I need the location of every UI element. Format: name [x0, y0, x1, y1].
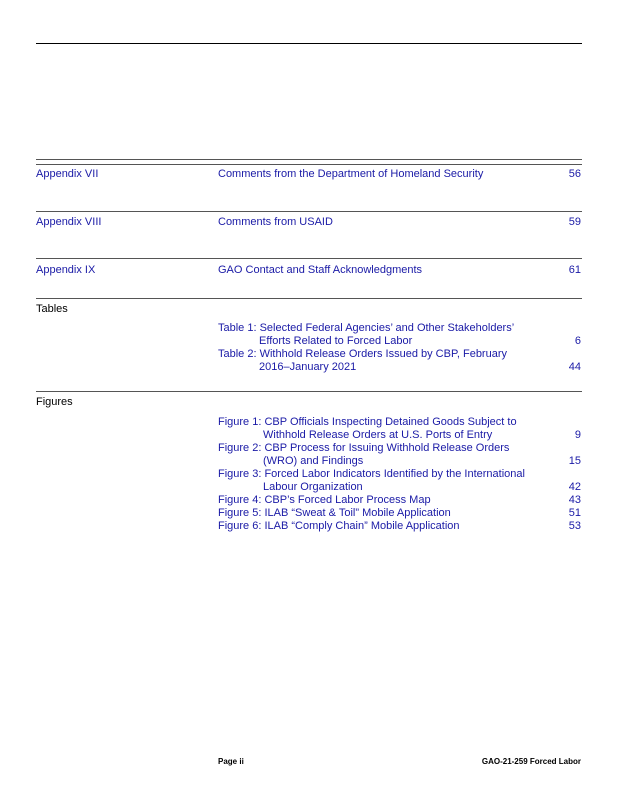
toc-appendix-ix[interactable] — [0, 264, 581, 277]
toc-table-1[interactable] — [218, 322, 581, 348]
toc-figure-2[interactable] — [218, 442, 581, 468]
entry-page[interactable]: 53 — [568, 520, 581, 532]
footer-page-number: Page ii — [218, 757, 244, 766]
entry-title-line2[interactable]: Efforts Related to Forced Labor — [259, 335, 413, 347]
tables-heading: Tables — [36, 303, 68, 315]
entry-title[interactable]: Figure 6: ILAB “Comply Chain” Mobile Application — [218, 520, 460, 532]
divider — [36, 391, 582, 392]
tables-list — [218, 322, 581, 374]
entry-page[interactable]: 42 — [568, 481, 581, 493]
appendix-label[interactable]: Appendix VIII — [36, 216, 102, 228]
toc-appendix-viii[interactable] — [0, 216, 581, 229]
appendix-page[interactable]: 59 — [568, 216, 581, 228]
appendix-title[interactable]: Comments from USAID — [218, 216, 333, 228]
appendix-label[interactable]: Appendix VII — [36, 168, 99, 180]
entry-page[interactable]: 9 — [574, 429, 581, 441]
entry-page[interactable]: 44 — [568, 361, 581, 373]
toc-figure-4[interactable] — [218, 494, 581, 507]
entry-title[interactable]: Figure 3: Forced Labor Indicators Identified by the International — [218, 468, 525, 480]
appendix-page[interactable]: 61 — [568, 264, 581, 276]
entry-title-line2[interactable]: Withhold Release Orders at U.S. Ports of Entry — [263, 429, 493, 441]
appendix-title[interactable]: GAO Contact and Staff Acknowledgments — [218, 264, 423, 276]
entry-page[interactable]: 43 — [568, 494, 581, 506]
divider — [36, 298, 582, 299]
toc-figure-5[interactable] — [218, 507, 581, 520]
entry-title-line2[interactable]: 2016–January 2021 — [259, 361, 357, 373]
entry-title[interactable]: Figure 4: CBP’s Forced Labor Process Map — [218, 494, 431, 506]
footer-report-id: GAO-21-259 Forced Labor — [481, 757, 581, 766]
divider — [36, 211, 582, 212]
entry-page[interactable]: 15 — [568, 455, 581, 467]
appendix-label[interactable]: Appendix IX — [36, 264, 96, 276]
entry-title[interactable]: Table 2: Withhold Release Orders Issued by CBP, February — [218, 348, 507, 360]
toc-figure-6[interactable] — [218, 520, 581, 533]
figures-heading: Figures — [36, 396, 73, 408]
divider — [36, 258, 582, 259]
appendix-title[interactable]: Comments from the Department of Homeland Security — [218, 168, 484, 180]
entry-title[interactable]: Table 1: Selected Federal Agencies’ and Other Stakeholders’ — [218, 322, 515, 334]
figures-list — [218, 416, 581, 533]
entry-title-cont[interactable] — [218, 481, 581, 494]
entry-title[interactable]: Figure 5: ILAB “Sweat & Toil” Mobile Application — [218, 507, 451, 519]
entry-title-cont[interactable] — [218, 455, 581, 468]
entry-title-line2[interactable]: Labour Organization — [263, 481, 363, 493]
toc-figure-3[interactable] — [218, 468, 581, 494]
toc-appendix-vii[interactable] — [0, 168, 581, 181]
toc-table-2[interactable] — [218, 348, 581, 374]
entry-title-line2[interactable]: (WRO) and Findings — [263, 455, 364, 467]
entry-title-cont[interactable] — [218, 429, 581, 442]
appendix-page[interactable]: 56 — [568, 168, 581, 180]
entry-page[interactable]: 6 — [574, 335, 581, 347]
entry-title-cont[interactable] — [218, 335, 581, 348]
entry-title[interactable]: Figure 2: CBP Process for Issuing Withhold Release Orders — [218, 442, 510, 454]
toc-top-rule — [36, 159, 582, 165]
toc-figure-1[interactable] — [218, 416, 581, 442]
header-rule — [36, 43, 582, 44]
entry-title[interactable]: Figure 1: CBP Officials Inspecting Detained Goods Subject to — [218, 416, 517, 428]
entry-title-cont[interactable] — [218, 361, 581, 374]
entry-page[interactable]: 51 — [568, 507, 581, 519]
